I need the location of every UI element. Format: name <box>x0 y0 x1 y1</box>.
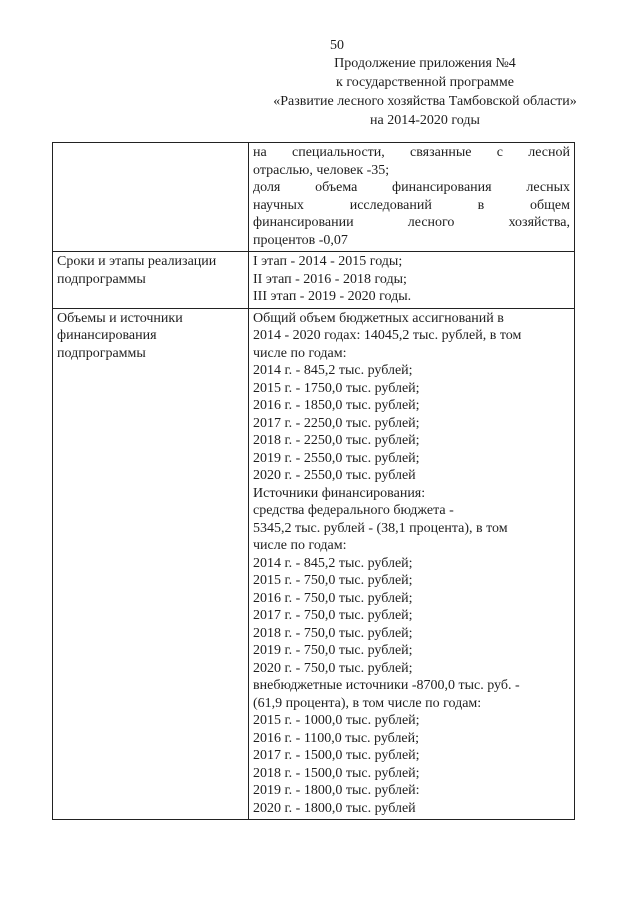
label-line: Объемы и источники <box>57 310 183 326</box>
value-line: 2018 г. - 2250,0 тыс. рублей; <box>253 433 420 448</box>
value-line: 2014 - 2020 годах: 14045,2 тыс. рублей, в том <box>253 328 522 343</box>
value-line: 2014 г. - 845,2 тыс. рублей; <box>253 555 413 571</box>
value-line: числе по годам: <box>253 345 347 361</box>
value-line: 2015 г. - 750,0 тыс. рублей; <box>253 573 413 588</box>
table-row-stages <box>53 252 575 309</box>
value-line: финансировании лесного хозяйства, <box>253 215 570 230</box>
page-number: 50 <box>330 38 344 53</box>
value-line: 2015 г. - 1000,0 тыс. рублей; <box>253 713 420 728</box>
row-label-cell <box>53 143 249 252</box>
value-line: 2015 г. - 1750,0 тыс. рублей; <box>253 380 420 396</box>
row-value-cell <box>249 252 575 309</box>
value-line: средства федерального бюджета - <box>253 503 454 518</box>
value-line: II этап - 2016 - 2018 годы; <box>253 271 407 287</box>
value-line: 2014 г. - 845,2 тыс. рублей; <box>253 363 413 378</box>
value-line: 2016 г. - 750,0 тыс. рублей; <box>253 590 413 606</box>
value-line: Общий объем бюджетных ассигнований в <box>253 310 504 326</box>
value-line: на специальности, связанные с лесной <box>253 145 570 160</box>
value-line: (61,9 процента), в том числе по годам: <box>253 695 482 711</box>
value-line: 2017 г. - 1500,0 тыс. рублей; <box>253 748 420 763</box>
row-label-cell <box>53 252 249 309</box>
value-line: 2016 г. - 1100,0 тыс. рублей; <box>253 730 420 746</box>
value-line: 2018 г. - 750,0 тыс. рублей; <box>253 625 413 641</box>
table-row-indicators <box>53 143 575 252</box>
value-line: 2020 г. - 1800,0 тыс. рублей <box>253 800 416 816</box>
value-line: 2019 г. - 750,0 тыс. рублей; <box>253 643 413 658</box>
row-value-cell <box>249 143 575 252</box>
label-line: Сроки и этапы реализации <box>57 254 217 269</box>
value-line: числе по годам: <box>253 538 347 553</box>
value-line: 2017 г. - 750,0 тыс. рублей; <box>253 608 413 623</box>
label-line: подпрограммы <box>57 345 146 361</box>
label-line: финансирования <box>57 328 157 343</box>
row-value-cell <box>249 308 575 820</box>
value-line: доля объема финансирования лесных <box>253 180 570 195</box>
subprogram-passport-table <box>52 142 575 820</box>
value-line: 5345,2 тыс. рублей - (38,1 процента), в том <box>253 520 508 536</box>
value-line: 2020 г. - 750,0 тыс. рублей; <box>253 660 413 676</box>
value-line: научных исследований в общем <box>253 197 570 213</box>
heading-line: «Развитие лесного хозяйства Тамбовской области» <box>273 94 577 109</box>
row-label-cell <box>53 308 249 820</box>
value-line: 2019 г. - 1800,0 тыс. рублей: <box>253 783 420 798</box>
value-line: 2019 г. - 2550,0 тыс. рублей; <box>253 450 420 466</box>
value-line: I этап - 2014 - 2015 годы; <box>253 254 403 269</box>
label-line: подпрограммы <box>57 271 146 287</box>
heading-line: Продолжение приложения №4 <box>334 56 516 71</box>
value-line: внебюджетные источники -8700,0 тыс. руб. - <box>253 678 520 693</box>
value-line: 2020 г. - 2550,0 тыс. рублей <box>253 468 416 483</box>
heading-line: к государственной программе <box>336 75 514 90</box>
value-line: 2018 г. - 1500,0 тыс. рублей; <box>253 765 420 781</box>
value-line: 2016 г. - 1850,0 тыс. рублей; <box>253 398 420 413</box>
heading-line: на 2014-2020 годы <box>370 113 480 128</box>
value-line: процентов -0,07 <box>253 232 348 248</box>
value-line: III этап - 2019 - 2020 годы. <box>253 289 412 304</box>
appendix-heading <box>250 54 600 130</box>
value-line: 2017 г. - 2250,0 тыс. рублей; <box>253 415 420 431</box>
value-line: отраслью, человек -35; <box>253 162 390 178</box>
value-line: Источники финансирования: <box>253 485 426 501</box>
table-row-funding <box>53 308 575 820</box>
